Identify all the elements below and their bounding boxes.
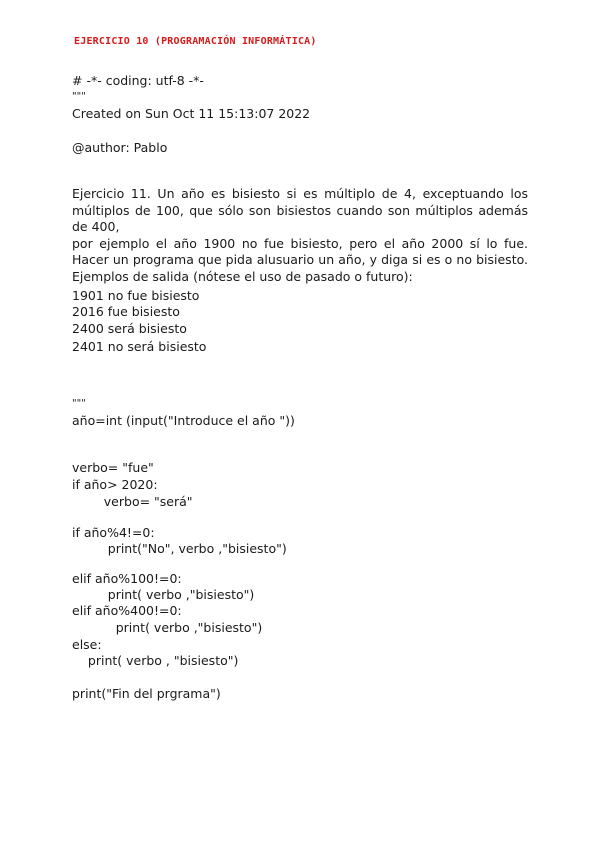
code-line: print( verbo ,"bisiesto") bbox=[72, 620, 263, 635]
code-line: print("No", verbo ,"bisiesto") bbox=[72, 541, 287, 556]
code-line: verbo= "será" bbox=[72, 494, 193, 509]
exercise-paragraph-1: Ejercicio 11. Un año es bisiesto si es múltiplo de 4, exceptuando los múltiplos de 100, que sólo son bisiestos cuando son múltiplos además de 400, bbox=[72, 186, 528, 234]
code-line: else: bbox=[72, 637, 102, 652]
code-line: if año> 2020: bbox=[72, 477, 158, 492]
code-line: print("Fin del prgrama") bbox=[72, 686, 221, 701]
example-output: 1901 no fue bisiesto bbox=[72, 288, 200, 303]
example-output: 2401 no será bisiesto bbox=[72, 339, 207, 354]
code-line: verbo= "fue" bbox=[72, 460, 154, 475]
code-line: print( verbo , "bisiesto") bbox=[72, 653, 239, 668]
coding-comment: # -*- coding: utf-8 -*- bbox=[72, 73, 204, 88]
example-output: 2400 será bisiesto bbox=[72, 321, 187, 336]
exercise-paragraph-2: por ejemplo el año 1900 no fue bisiesto, pero el año 2000 sí lo fue. Hacer un programa que pida alusuario un año, y diga si es o no bisiesto. Ejemplos de salida (nótese el uso de pasado o futuro): bbox=[72, 235, 528, 284]
code-line: elif año%400!=0: bbox=[72, 603, 182, 618]
docstring-close: """ bbox=[72, 398, 86, 409]
code-line-input: año=int (input("Introduce el año ")) bbox=[72, 413, 295, 428]
code-line: elif año%100!=0: bbox=[72, 571, 182, 586]
document-heading: EJERCICIO 10 (PROGRAMACIÓN INFORMÁTICA) bbox=[74, 36, 317, 47]
code-line: print( verbo ,"bisiesto") bbox=[72, 587, 255, 602]
author-line: @author: Pablo bbox=[72, 140, 168, 155]
code-line: if año%4!=0: bbox=[72, 525, 155, 540]
exercise-statement bbox=[72, 186, 528, 285]
created-line: Created on Sun Oct 11 15:13:07 2022 bbox=[72, 106, 311, 121]
docstring-open: """ bbox=[72, 91, 86, 102]
example-output: 2016 fue bisiesto bbox=[72, 304, 180, 319]
